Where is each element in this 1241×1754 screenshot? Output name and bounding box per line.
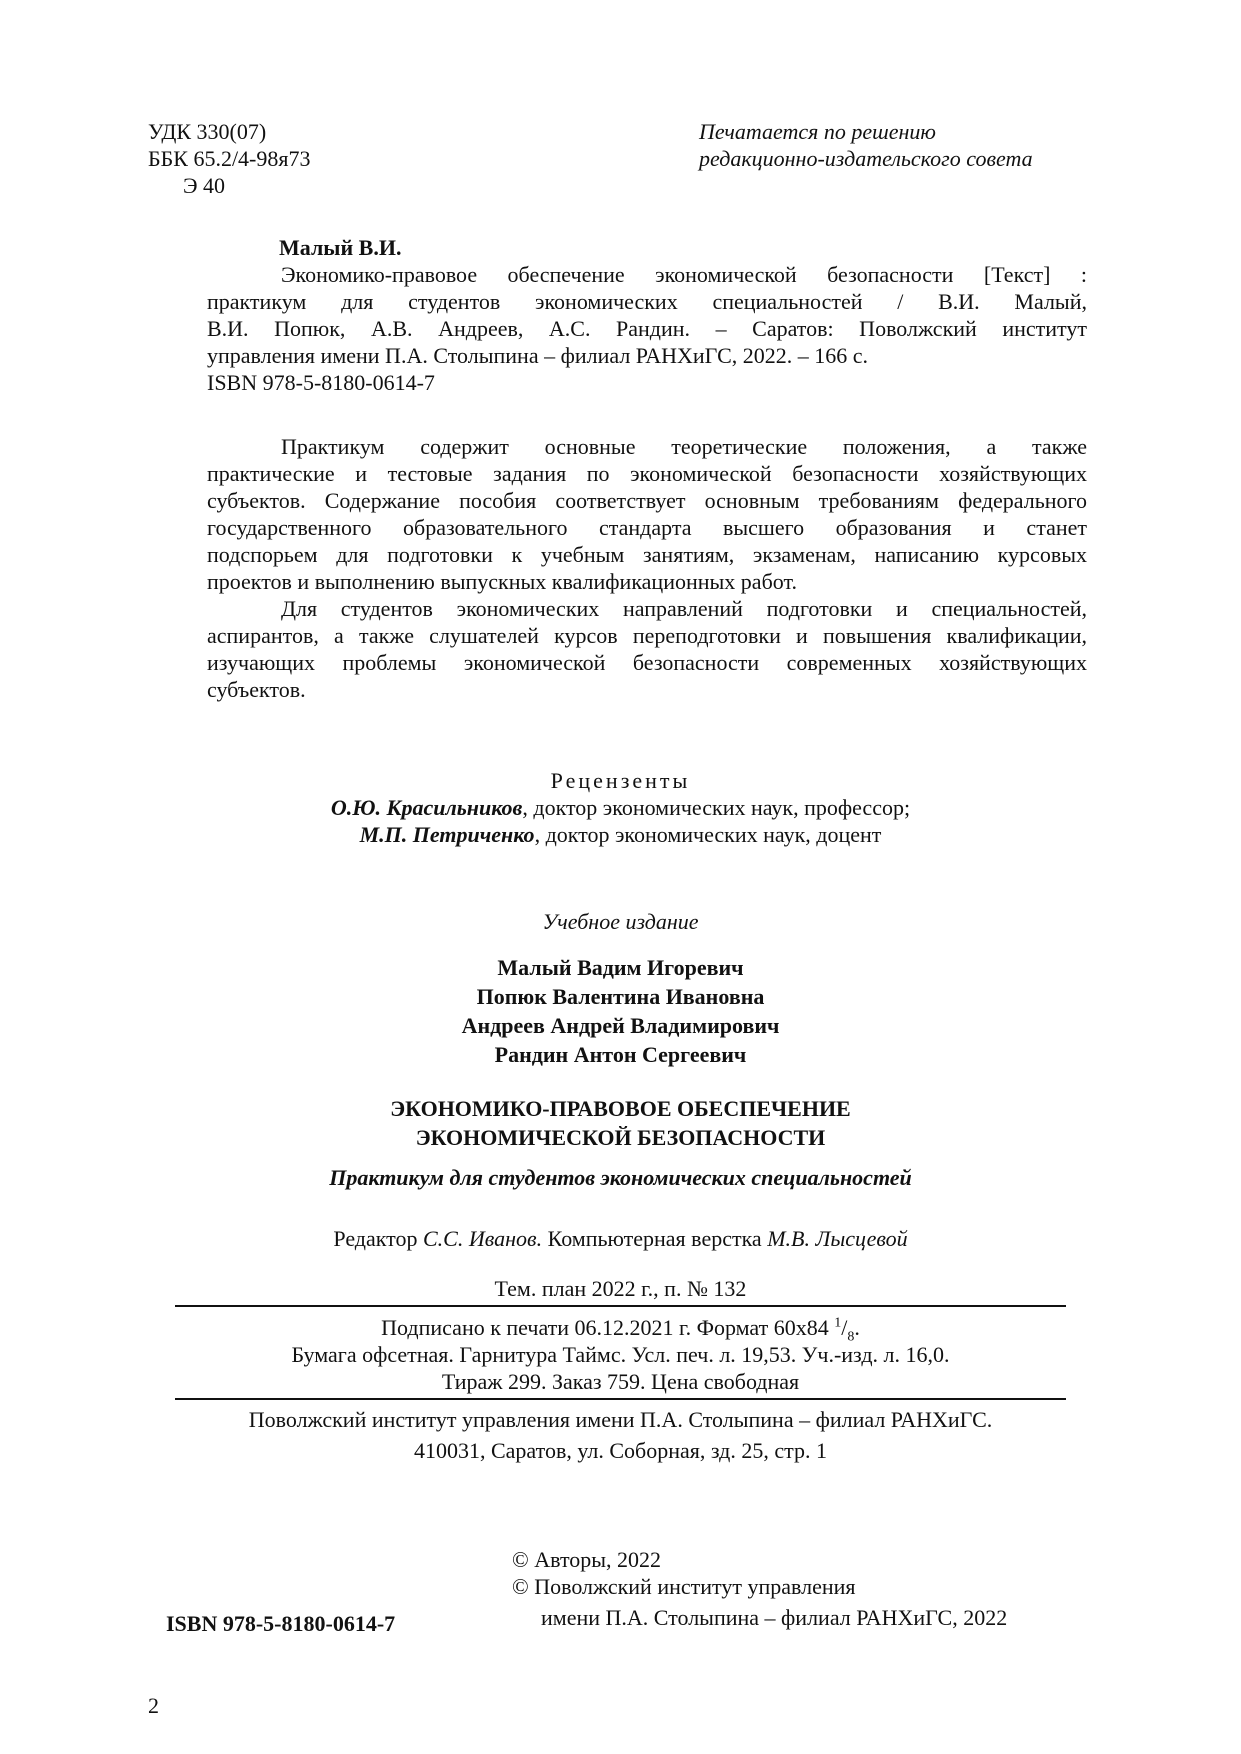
annotation-line: практические и тестовые задания по экономической безопасности хозяйствующих [207, 461, 1087, 486]
format-numerator: 1 [834, 1315, 842, 1331]
editor-name: С.С. Иванов. [423, 1226, 543, 1251]
udk-code: УДК 330(07) [148, 119, 267, 144]
annotation-line: субъектов. Содержание пособия соответствует основным требованиям федерального [207, 488, 1087, 513]
bibliography-line: Экономико-правовое обеспечение экономической безопасности [Текст] : [281, 262, 1087, 287]
format-slash: / [841, 1315, 848, 1340]
edition-author: Рандин Антон Сергеевич [494, 1042, 747, 1067]
edition-author: Андреев Андрей Владимирович [461, 1013, 780, 1038]
edition-author: Попюк Валентина Ивановна [476, 984, 765, 1009]
run-line: Тираж 299. Заказ 759. Цена свободная [441, 1369, 800, 1394]
author-code: Э 40 [183, 173, 226, 198]
copyright-institute: © Поволжский институт управления [512, 1574, 856, 1599]
reviewer-desc: , доктор экономических наук, профессор; [522, 795, 911, 820]
format-denominator: 8 [847, 1329, 855, 1345]
reviewer-2 [0, 821, 1241, 848]
publisher-line: Поволжский институт управления имени П.А. Столыпина – филиал РАНХиГС. [248, 1407, 993, 1432]
book-subtitle: Практикум для студентов экономических специальностей [329, 1165, 912, 1190]
annotation-line: государственного образовательного стандарта высшего образования и станет [207, 515, 1087, 540]
annotation-line: Практикум содержит основные теоретические положения, а также [281, 434, 1087, 459]
address-line: 410031, Саратов, ул. Соборная, зд. 25, стр. 1 [413, 1438, 827, 1463]
book-title-line1: ЭКОНОМИКО-ПРАВОВОЕ ОБЕСПЕЧЕНИЕ [390, 1096, 851, 1121]
reviewer-1 [0, 794, 1241, 821]
annotation-line: Для студентов экономических направлений подготовки и специальностей, [281, 596, 1087, 621]
book-title-line2: ЭКОНОМИЧЕСКОЙ БЕЗОПАСНОСТИ [415, 1125, 826, 1150]
bibliography-body [207, 261, 1087, 396]
bibliography-line: В.И. Попюк, А.В. Андреев, А.С. Рандин. – Саратов: Поволжский институт [207, 316, 1087, 341]
reviewer-name: М.П. Петриченко [359, 822, 535, 847]
copyright-authors: © Авторы, 2022 [512, 1547, 662, 1572]
annotation-line: субъектов. [207, 677, 306, 702]
editor-line [0, 1225, 1241, 1252]
reviewers-heading: Рецензенты [550, 768, 691, 793]
bibliography-isbn: ISBN 978-5-8180-0614-7 [207, 370, 435, 395]
print-decision-line1: Печатается по решению [699, 119, 936, 144]
paper-line: Бумага офсетная. Гарнитура Таймс. Усл. печ. л. 19,53. Уч.-изд. л. 16,0. [291, 1342, 950, 1367]
page-number: 2 [148, 1693, 159, 1718]
reviewer-name: О.Ю. Красильников [330, 795, 523, 820]
reviewer-desc: , доктор экономических наук, доцент [534, 822, 882, 847]
signed-text: Подписано к печати 06.12.2021 г. Формат 60x84 [381, 1315, 835, 1340]
annotation [207, 433, 1087, 703]
editor-label: Редактор [333, 1226, 423, 1251]
bbk-code: ББК 65.2/4-98я73 [148, 146, 311, 171]
annotation-line: проектов и выполнению выпускных квалификационных работ. [207, 569, 797, 594]
bibliography-line: управления имени П.А. Столыпина – филиал РАНХиГС, 2022. – 166 с. [207, 343, 869, 368]
theme-plan: Тем. план 2022 г., п. № 132 [494, 1276, 747, 1301]
layout-label: Компьютерная верстка [542, 1226, 768, 1251]
format-tail: . [854, 1315, 860, 1340]
annotation-line: изучающих проблемы экономической безопасности современных хозяйствующих [207, 650, 1087, 675]
copyright-institute-cont: имени П.А. Столыпина – филиал РАНХиГС, 2022 [541, 1605, 1008, 1630]
bibliography-author: Малый В.И. [279, 235, 402, 260]
bibliography-line: практикум для студентов экономических специальностей / В.И. Малый, [207, 289, 1087, 314]
layout-name: М.В. Лысцевой [767, 1226, 908, 1251]
signed-line [0, 1314, 1241, 1345]
edition-author: Малый Вадим Игоревич [497, 955, 744, 980]
print-decision-line2: редакционно-издательского совета [699, 146, 1033, 171]
annotation-line: аспирантов, а также слушателей курсов переподготовки и повышения квалификации, [207, 623, 1087, 648]
imprint-top-rule [175, 1305, 1066, 1307]
imprint-bottom-rule [175, 1398, 1066, 1400]
annotation-line: подспорьем для подготовки к учебным занятиям, экзаменам, написанию курсовых [207, 542, 1087, 567]
isbn-bottom: ISBN 978-5-8180-0614-7 [166, 1611, 396, 1636]
edition-type: Учебное издание [542, 909, 699, 934]
